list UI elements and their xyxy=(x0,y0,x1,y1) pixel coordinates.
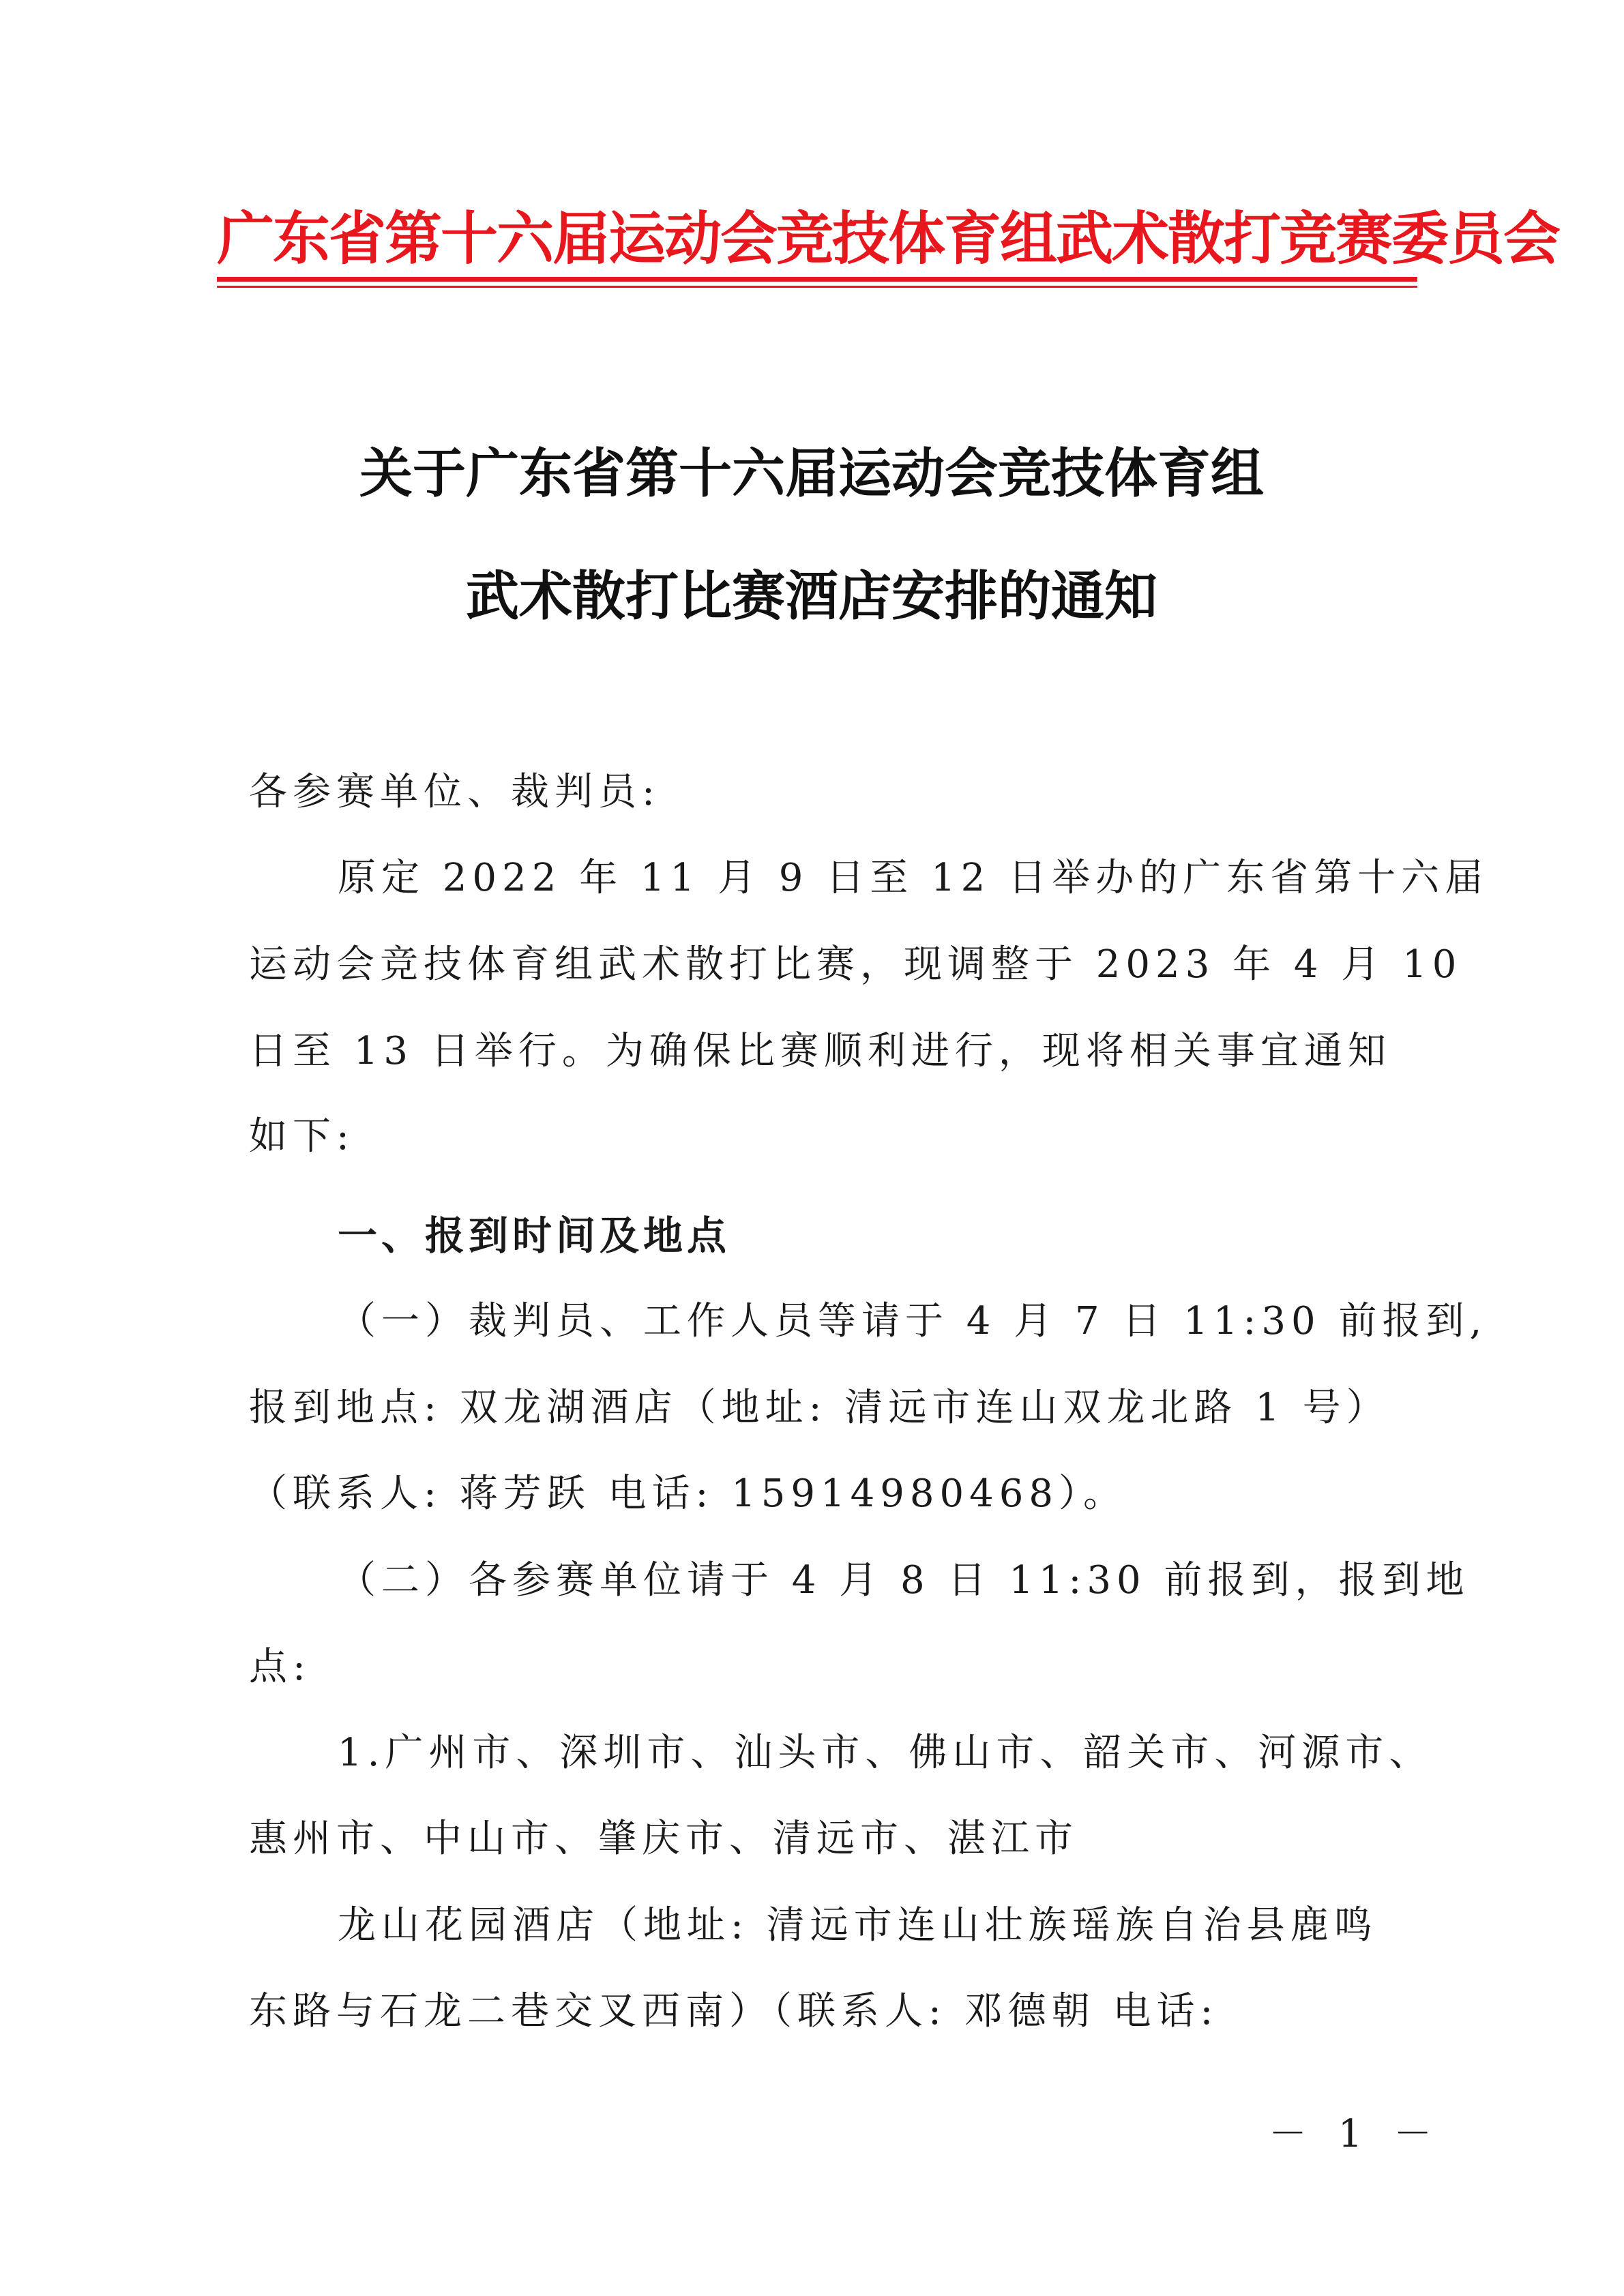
intro-line-2: 运动会竞技体育组武术散打比赛，现调整于 2023 年 4 月 10 xyxy=(249,942,1462,987)
item2-line-2: 点: xyxy=(249,1645,311,1689)
hotel-line-2: 东路与石龙二巷交叉西南）（联系人: 邓德朝 电话: xyxy=(249,1989,1219,2033)
document-title-line-1: 关于广东省第十六届运动会竞技体育组 xyxy=(359,443,1264,505)
sub1-line-1: 1.广州市、深圳市、汕头市、佛山市、韶关市、河源市、 xyxy=(338,1731,1433,1775)
masthead-rule-thick xyxy=(217,277,1417,282)
intro-line-1: 原定 2022 年 11 月 9 日至 12 日举办的广东省第十六届 xyxy=(338,856,1489,900)
document-title-line-2: 武术散打比赛酒店安排的通知 xyxy=(465,565,1157,627)
masthead-org-name: 广东省第十六届运动会竞技体育组武术散打竞赛委员会 xyxy=(217,205,1560,272)
item2-line-1: （二）各参赛单位请于 4 月 8 日 11:30 前报到，报到地 xyxy=(338,1558,1470,1602)
hotel-line-1: 龙山花园酒店（地址: 清远市连山壮族瑶族自治县鹿鸣 xyxy=(338,1903,1378,1948)
masthead-rule-thin xyxy=(217,286,1417,288)
intro-line-4: 如下: xyxy=(249,1114,355,1159)
salutation: 各参赛单位、裁判员: xyxy=(249,770,660,814)
item1-line-1: （一）裁判员、工作人员等请于 4 月 7 日 11:30 前报到, xyxy=(338,1299,1488,1343)
sub1-line-2: 惠州市、中山市、肇庆市、清远市、湛江市 xyxy=(249,1817,1078,1861)
page-number: － 1 － xyxy=(1269,2112,1442,2156)
item1-line-2: 报到地点: 双龙湖酒店（地址: 清远市连山双龙北路 1 号） xyxy=(249,1386,1390,1430)
item1-line-3: （联系人: 蒋芳跃 电话: 15914980468）。 xyxy=(249,1472,1127,1516)
section-heading-1: 一、报到时间及地点 xyxy=(338,1212,731,1259)
intro-line-3: 日至 13 日举行。为确保比赛顺利进行，现将相关事宜通知 xyxy=(249,1029,1391,1073)
